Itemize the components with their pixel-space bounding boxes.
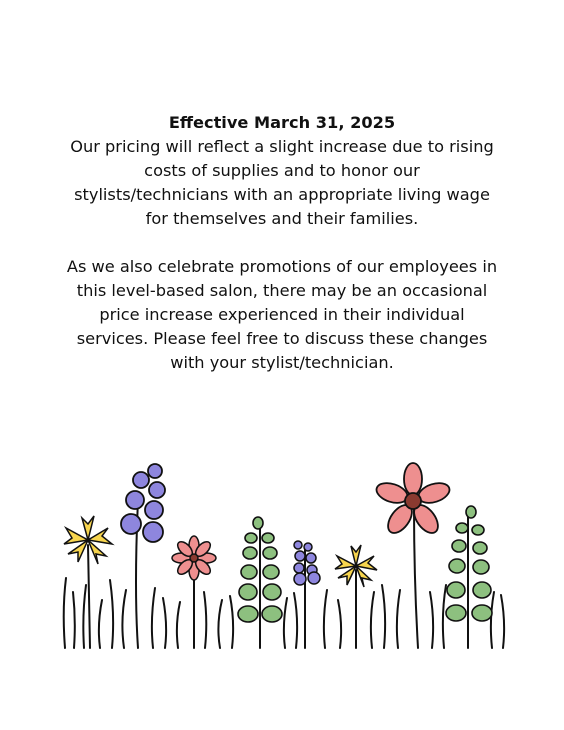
notice-line: Our pricing will reflect a slight increase due to rising	[70, 137, 494, 156]
notice-line: As we also celebrate promotions of our employees in	[66, 257, 498, 276]
notice-line: for themselves and their families.	[145, 209, 419, 228]
flower-garden-illustration	[0, 440, 564, 660]
notice-title: Effective March 31, 2025	[168, 113, 396, 132]
notice-line: services. Please feel free to discuss these changes	[76, 329, 488, 348]
notice-line: costs of supplies and to honor our	[144, 161, 420, 180]
large-pink-flower-icon	[374, 463, 452, 537]
notice-line: this level-based salon, there may be an occasional	[76, 281, 488, 300]
price-notice	[0, 111, 564, 375]
small-purple-berry-icon	[294, 541, 320, 585]
notice-line: stylists/technicians with an appropriate living wage	[74, 185, 490, 204]
paragraph-gap	[0, 231, 564, 255]
purple-berry-flower-icon	[121, 464, 165, 542]
notice-line: price increase experienced in their individual	[99, 305, 465, 324]
pink-flower-icon	[172, 536, 216, 580]
notice-line: with your stylist/technician.	[170, 353, 394, 372]
